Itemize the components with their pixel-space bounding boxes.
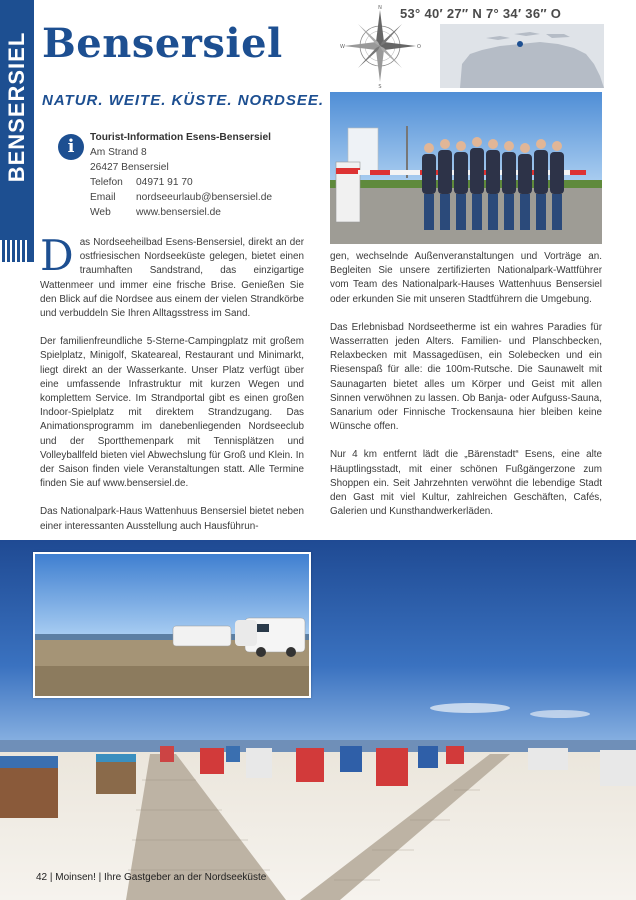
- text-column-right: [330, 250, 602, 533]
- side-band: [0, 0, 34, 262]
- drop-cap: D: [40, 231, 74, 280]
- page-title: Bensersiel: [42, 20, 283, 67]
- coordinates: 53° 40′ 27″ N 7° 34′ 36″ O: [400, 6, 562, 21]
- tagline: NATUR. WEITE. KÜSTE. NORDSEE.: [42, 92, 325, 109]
- compass-s: S: [378, 84, 382, 88]
- region-map: [440, 24, 604, 88]
- info-street: Am Strand 8: [90, 147, 147, 158]
- phone-value: 04971 91 70: [136, 177, 193, 188]
- paragraph-4: gen, wechselnde Außenveranstaltungen und Vorträge an. Begleiten Sie unsere zertifizierten Nationalpark-Wattführer vom Team des Nationalpark-Hauses Wattenhuus Bensersiel oder erkunden Sie mit unseren Stadtführern die Umgebung.: [330, 251, 602, 305]
- page-footer: 42 | Moinsen! | Ihre Gastgeber an der Nordseeküste: [36, 872, 267, 883]
- camping-photo: [33, 552, 311, 698]
- info-city: 26427 Bensersiel: [90, 162, 169, 173]
- location-marker-icon: [517, 41, 523, 47]
- web-link[interactable]: www.bensersiel.de: [136, 207, 221, 218]
- email-link[interactable]: nordseeurlaub@bensersiel.de: [136, 192, 273, 203]
- info-name: Tourist-Information Esens-Bensersiel: [90, 132, 271, 143]
- compass-w: W: [340, 44, 345, 50]
- web-label: Web: [90, 207, 111, 218]
- email-label: Email: [90, 192, 116, 203]
- phone-label: Telefon: [90, 177, 123, 188]
- compass-n: N: [378, 5, 382, 11]
- paragraph-6: Nur 4 km entfernt lädt die „Bärenstadt“ Esens, eine alte Häuptlingsstadt, mit einer schönen Fußgängerzone zum Shoppen ein. Seit Jahrzehnten verwöhnt die lebendige Stadt den Gast mit viel Kultur, zahlreichen Geschäften, Cafés, Galerien und Kunsthandwerkerläden.: [330, 449, 602, 518]
- text-column-left: [40, 231, 304, 548]
- paragraph-2: Der familienfreundliche 5-Sterne-Campingplatz mit großem Spielplatz, Minigolf, Skateareal, Restaurant und Minimarkt, liegt direkt an der Wasserkante. Unser Platz verfügt über eine umfassende Infrastruktur mit kurzen Wegen und komplettem Service. Im Strandportal gibt es einen großen Indoor-Spielplatz mit direktem Strandzugang. Das Animationsprogramm im danebenliegenden Nordseeclub und der Sportthemenpark mit Tennisplätzen und Volleyballfeld bieten viel Abwechslung für Groß und Klein. In der Saison finden viele Veranstaltungen statt. Alle Termine finden Sie auf www.bensersiel.de.: [40, 336, 304, 490]
- side-stripes: [0, 240, 34, 262]
- compass-o: O: [417, 44, 421, 50]
- paragraph-1-text: as Nordseeheilbad Esens-Bensersiel, direkt an der ostfriesischen Nordseeküste gelegen, bietet einen traumhaften Sandstrand, das einzigartige Wattenmeer und immer eine frische Brise. Genießen Sie den Blick auf die Nordsee aus einem der vielen Strandkörbe und verbuddeln Sie Ihren Alltagsstress im Sand.: [40, 237, 304, 320]
- team-photo: [330, 92, 602, 244]
- info-icon: i: [58, 134, 84, 160]
- paragraph-3: Das Nationalpark-Haus Wattenhuus Bensersiel bietet neben einer interessanten Ausstellung auch Hausführun-: [40, 506, 304, 532]
- tourist-info: [90, 130, 272, 220]
- paragraph-5: Das Erlebnisbad Nordseetherme ist ein wahres Paradies für Wasserratten jeden Alters. Familien- und Planschbecken, Relaxbecken mit Massagedüsen, ein Solebecken und ein Riesenspaß für alle: die 100m-Rutsche. Die Saunawelt mit Saunagarten bietet alles um Körper und Geist mit allen Sinnen verwöhnen zu lassen. Ob Banja- oder Aufguss-Sauna, Sanarium oder Finnische Trockensauna hier bleiben keine Wünsche offen.: [330, 321, 602, 433]
- side-label: BENSERSIEL: [4, 31, 29, 183]
- paragraph-1: [40, 231, 304, 321]
